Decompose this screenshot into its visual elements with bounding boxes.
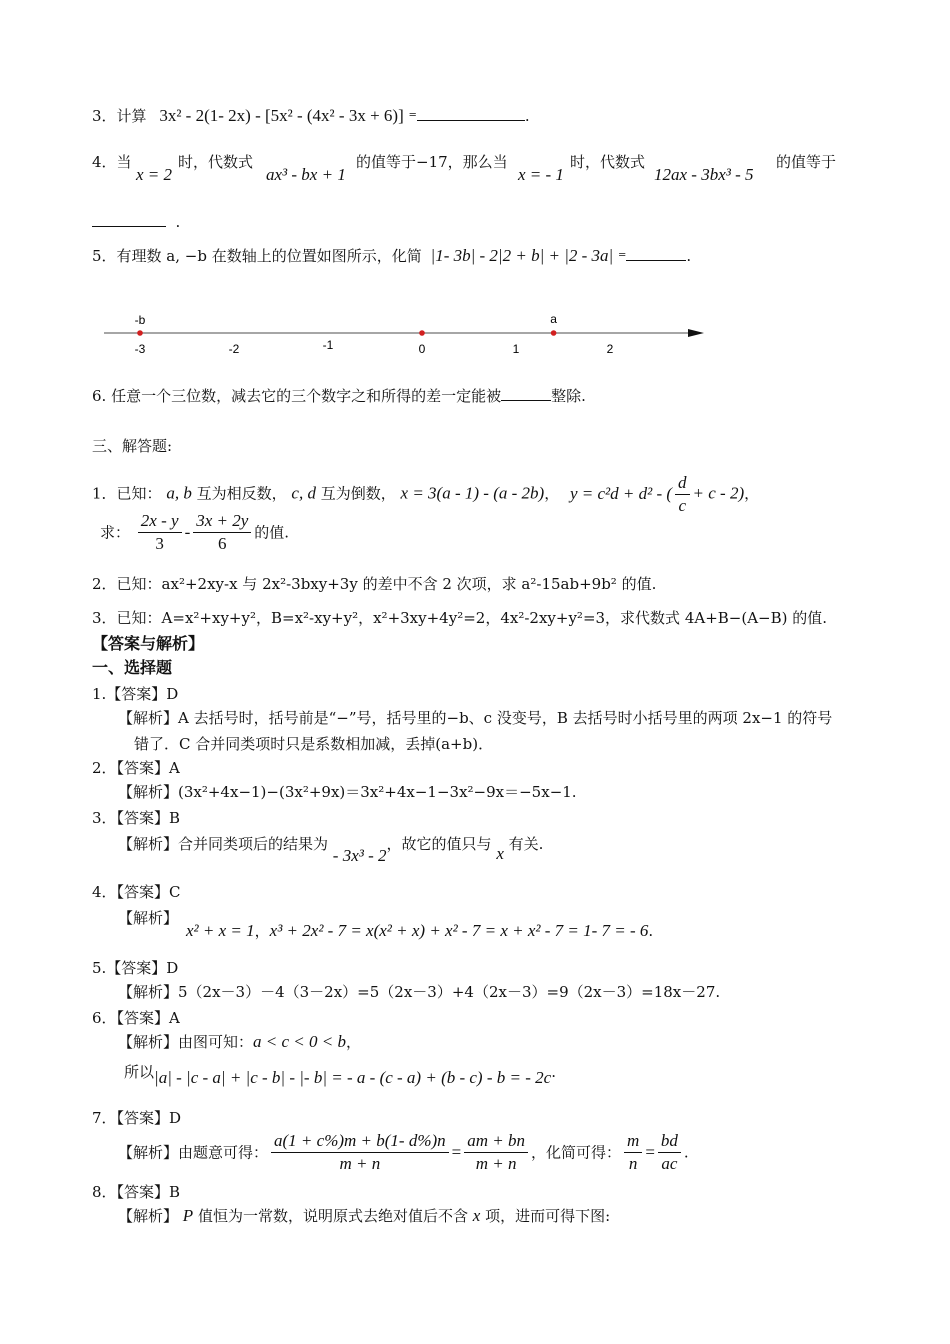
a3-expr: - 3x³ - 2 [332,846,387,865]
s1-text1: 互为相反数， [196,484,287,503]
s1-y-tail: + c - 2) [692,483,745,503]
a8-text1: 【解析】 [118,1207,179,1225]
q5-expression: |1- 3b| - 2|2 + b| + |2 - 3a| [430,246,614,265]
section-heading-solve: 三、解答题: [92,437,173,455]
a2-answer: 2．【答案】A [92,759,180,777]
number-line-point [137,330,143,336]
s1-x-expr: x = 3(a - 1) - (a - 2b) [400,483,545,503]
a6-explanation-1: 【解析】由图可知：a < c < 0 < b， [118,1032,361,1051]
q4-cond2: x = - 1 [518,165,564,184]
s1-ask: 求： [100,523,131,542]
s1-y-expr: y = c²d + d² - ( [569,483,673,503]
a6-so: 所以 [124,1063,155,1081]
tick-label: 2 [606,342,614,356]
a5-answer: 5.【答案】D [92,959,179,977]
q4-expr2: 12ax - 3bx³ - 5 [654,165,754,184]
s1-fraction-1: $\frac{2x - y}{3}$ [138,510,182,555]
a7-text1: 【解析】由题意可得： [118,1143,269,1162]
a5-explanation: 【解析】5（2x－3）－4（3－2x）=5（2x－3）+4（2x－3）=9（2x－3）=18x－27. [118,983,721,1001]
q4-answer-line: . [92,212,180,232]
q5-blank[interactable] [626,246,686,261]
a6-answer: 6．【答案】A [92,1009,180,1027]
tick-label: -3 [134,342,146,356]
a8-p: P [182,1206,194,1225]
q4-expr1: ax³ - bx + 1 [266,165,346,184]
question-6 [92,386,586,406]
question-3: 3．计算 3x² - 2(1- 2x) - [5x² - (4x² - 3x + 6)] = . [92,106,530,125]
number-line-point [551,330,557,336]
a7-fraction-2: $\frac{am + bn}{m + n}$ [464,1130,528,1175]
q3-expression: 3x² - 2(1- 2x) - [5x² - (4x² - 3x + 6)] [159,106,404,125]
number-line-point [419,330,425,336]
a4-answer: 4．【答案】C [92,883,181,901]
a8-explanation [118,1206,610,1226]
a8-text3: 项，进而可得下图: [485,1207,611,1225]
a1-explanation-2: 错了．C 合并同类项时只是系数相加减，丢掉(a+b)． [134,735,494,753]
a6-expr2: |a| - |c - a| + |c - b| - |- b| = - a - (c - a) + (b - c) - b = - 2c [154,1068,552,1087]
a7-explanation: 【解析】由题意可得： $\frac{a(1 + c\%)m + b(1- d\%)n}{m + n}$ = $\frac{am + bn}{m + n}$ ，化简可得： $\frac{m}{n}$ = $\frac{bd}{ac}$ . [118,1131,689,1173]
a8-answer: 8．【答案】B [92,1183,181,1201]
s1-minus: - [184,522,191,542]
q6-tail: 整除. [551,387,586,405]
a8-x: x [472,1206,481,1225]
s1-y-fraction: $\frac{d}{c}$ [675,472,690,517]
number-line-arrow [688,329,704,337]
tick-label: 0 [418,342,426,356]
a8-text2: 值恒为一常数，说明原式去绝对值后不含 [197,1207,468,1225]
a7-fraction-1: $\frac{a(1 + c\%)m + b(1- d\%)n}{m + n}$ [271,1130,449,1175]
a4-expr1: x² + x = 1 [186,921,255,940]
a4-explanation-label: 【解析】 [118,909,179,927]
a3-text3: 有关. [508,835,544,853]
a4-expr2: x³ + 2x² - 7 = x(x² + x) + x² - 7 = x + x² - 7 = 1- 7 = - 6 [269,921,649,940]
q5-label: 5．有理数 a, −b 在数轴上的位置如图所示，化简 [92,247,422,265]
number-line-ticks [135,338,614,356]
question-5: 5．有理数 a, −b 在数轴上的位置如图所示，化简 |1- 3b| - 2|2 + b| + |2 - 3a| = . [92,246,692,265]
q4-cond1: x = 2 [136,165,173,184]
q4-text4: 的值等于 [776,153,837,171]
q3-equals: = [408,110,417,121]
tick-label: 1 [512,342,520,356]
point-label-minus-b: -b [134,313,146,327]
q3-blank[interactable] [417,106,525,121]
q4-text2: 的值等于−17，那么当 [356,153,508,171]
s1-label: 1．已知： [92,484,162,503]
a6-explanation-2: 所以|a| - |c - a| + |c - b| - |- b| = - a - (c - a) + (b - c) - b = - 2c. [124,1063,556,1087]
q6-blank[interactable] [501,386,551,401]
a3-x: x [496,844,504,863]
solve-2: 2．已知：ax²+2xy-x 与 2x²-3bxy+3y 的差中不含 2 次项，求 a²-15ab+9b² 的值. [92,575,657,593]
q4-label: 4．当 [92,153,132,171]
a3-explanation [118,834,544,865]
a2-explanation: 【解析】(3x²+4x−1)−(3x²+9x)＝3x²+4x−1−3x²−9x＝−5x−1. [118,783,577,801]
s1-ab: a, b [166,483,192,503]
answers-section: 一、选择题 [92,658,173,677]
a4-explanation: x² + x = 1，x³ + 2x² - 7 = x(x² + x) + x² - 7 = x + x² - 7 = 1- 7 = - 6. [186,921,654,940]
a3-text2: ，故它的值只与 [386,835,492,853]
a7-fraction-3: $\frac{m}{n}$ [624,1130,642,1175]
point-label-a: a [550,312,557,326]
number-line-figure [100,306,710,356]
q4-text3: 时，代数式 [570,153,646,171]
answers-title: 【答案与解析】 [92,634,205,653]
s1-text2: 互为倒数， [320,484,396,503]
a7-answer: 7．【答案】D [92,1109,182,1127]
tick-label: -1 [322,338,334,352]
a7-text2: ，化简可得： [531,1143,622,1162]
a1-answer: 1.【答案】D [92,685,179,703]
tick-label: -2 [228,342,240,356]
q4-text1: 时，代数式 [178,153,254,171]
q6-text: 6. 任意一个三位数，减去它的三个数字之和所得的差一定能被 [92,387,502,405]
question-4 [92,152,132,172]
solve-1-line-2 [100,510,289,555]
solve-3: 3．已知：A=x²+xy+y²，B=x²-xy+y²，x²+3xy+4y²=2，4x²-2xy+y²=3，求代数式 4A+B−(A−B) 的值. [92,609,828,627]
a3-text1: 【解析】合并同类项后的结果为 [118,835,329,853]
a6-text1: 【解析】由图可知： [118,1033,254,1051]
q3-label: 3．计算 [92,107,147,125]
s1-fraction-2: $\frac{3x + 2y}{6}$ [193,510,251,555]
a6-expr1: a < c < 0 < b [253,1032,346,1051]
a7-fraction-4: $\frac{bd}{ac}$ [658,1130,681,1175]
s1-end: 的值. [254,523,290,542]
solve-1-line-1: 1．已知： a, b 互为相反数， c, d 互为倒数， x = 3(a - 1) - (a - 2b)， y = c²d + d² - ( $\frac{d}{c}$ + c - 2)， [92,473,760,515]
s1-cd: c, d [291,483,316,503]
q5-equals: = [618,250,627,261]
a1-explanation-1: 【解析】A 去括号时，括号前是“−”号，括号里的−b、c 没变号，B 去括号时小括号里的两项 2x−1 的符号 [118,709,833,727]
q4-blank[interactable] [92,212,166,227]
a3-answer: 3．【答案】B [92,809,181,827]
